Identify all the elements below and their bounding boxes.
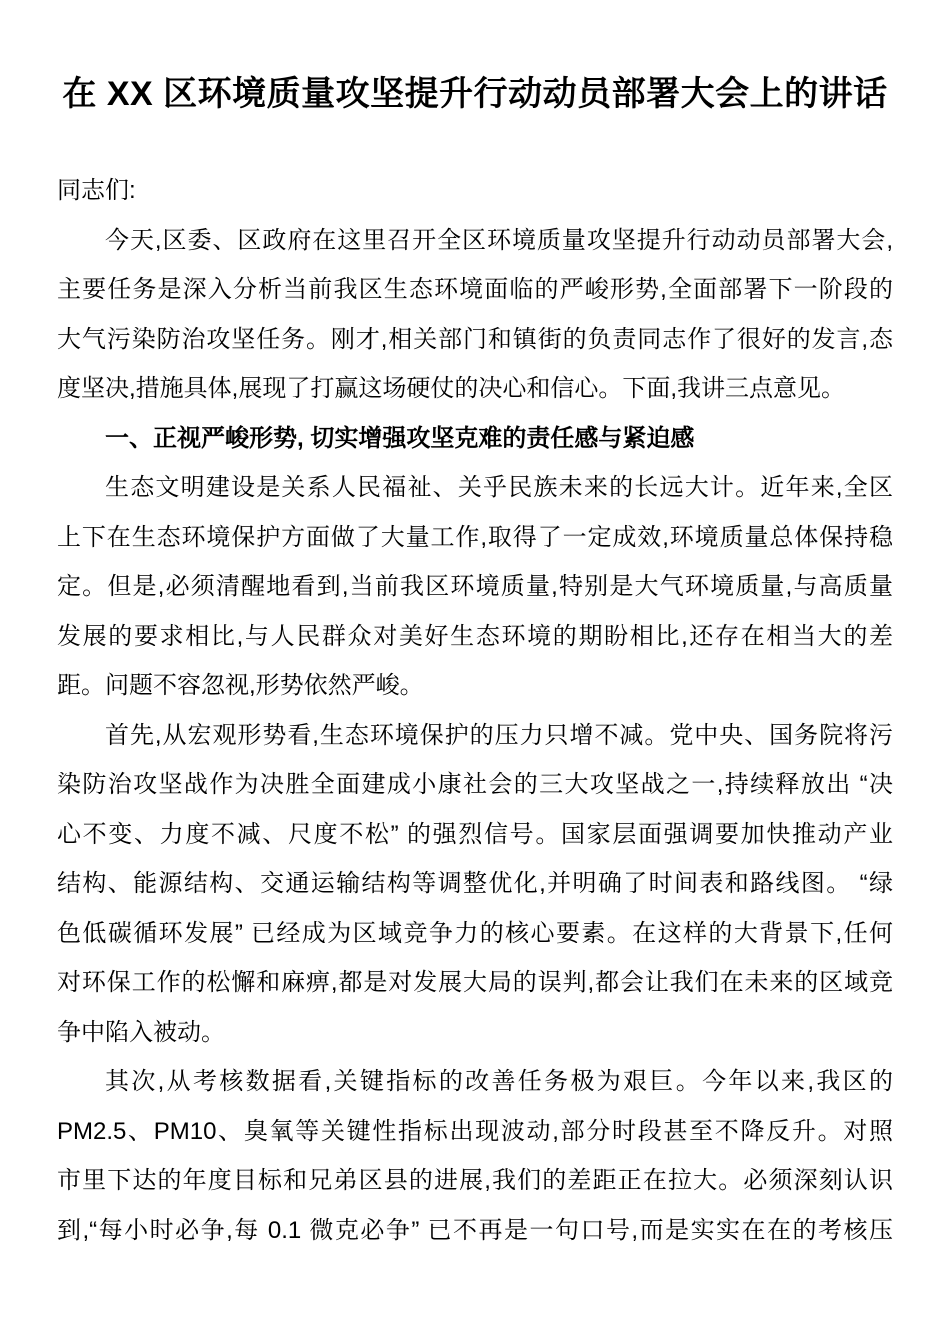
- text-line: 色低碳循环发展” 已经成为区域竞争力的核心要素。在这样的大背景下,任何: [57, 919, 893, 947]
- text-line: 距。问题不容忽视,形势依然严峻。: [57, 672, 424, 699]
- text-line: 定。但是,必须清醒地看到,当前我区环境质量,特别是大气环境质量,与高质量: [57, 573, 893, 600]
- paragraph-body: [57, 711, 893, 1058]
- text-line: PM2.5、PM10、臭氧等关键性指标出现波动,部分时段甚至不降反升。对照: [57, 1117, 893, 1145]
- text-line: 市里下达的年度目标和兄弟区县的进展,我们的差距正在拉大。必须深刻认识: [57, 1167, 893, 1194]
- text-line: 染防治攻坚战作为决胜全面建成小康社会的三大攻坚战之一,持续释放出 “决: [57, 771, 893, 798]
- text-line: 其次,从考核数据看,关键指标的改善任务极为艰巨。今年以来,我区的: [105, 1068, 893, 1095]
- text-line: 对环保工作的松懈和麻痹,都是对发展大局的误判,都会让我们在未来的区域竞: [57, 969, 893, 996]
- text-line: 主要任务是深入分析当前我区生态环境面临的严峻形势,全面部署下一阶段的: [57, 276, 893, 303]
- text-line: 发展的要求相比,与人民群众对美好生态环境的期盼相比,还存在相当大的差: [57, 622, 893, 650]
- paragraph-body: [57, 463, 893, 711]
- text-line: 生态文明建设是关系人民福祉、关乎民族未来的长远大计。近年来,全区: [105, 474, 893, 501]
- document-title: 在 XX 区环境质量攻坚提升行动动员部署大会上的讲话: [62, 75, 888, 113]
- text-line: 同志们:: [57, 177, 136, 204]
- paragraph-heading: [57, 414, 893, 464]
- text-line: 大气污染防治攻坚任务。刚才,相关部门和镇街的负责同志作了很好的发言,态: [57, 325, 893, 353]
- text-line: 首先,从宏观形势看,生态环境保护的压力只增不减。党中央、国务院将污: [105, 721, 893, 749]
- text-line: 度坚决,措施具体,展现了打赢这场硬仗的决心和信心。下面,我讲三点意见。: [57, 375, 846, 402]
- text-line: 一、正视严峻形势, 切实增强攻坚克难的责任感与紧迫感: [105, 424, 695, 452]
- text-line: 心不变、力度不减、尺度不松” 的强烈信号。国家层面强调要加快推动产业: [57, 820, 893, 848]
- paragraph-body: [57, 1057, 893, 1255]
- paragraph-body: [57, 216, 893, 414]
- text-line: 上下在生态环境保护方面做了大量工作,取得了一定成效,环境质量总体保持稳: [57, 523, 893, 551]
- document-body: [57, 166, 893, 1255]
- text-line: 结构、能源结构、交通运输结构等调整优化,并明确了时间表和路线图。 “绿: [57, 870, 893, 897]
- text-line: 到,“每小时必争,每 0.1 微克必争” 已不再是一句口号,而是实实在在的考核压: [57, 1216, 893, 1244]
- text-line: 争中陷入被动。: [57, 1018, 225, 1046]
- text-line: 今天,区委、区政府在这里召开全区环境质量攻坚提升行动动员部署大会,: [105, 226, 893, 254]
- paragraph-salutation: [57, 166, 893, 216]
